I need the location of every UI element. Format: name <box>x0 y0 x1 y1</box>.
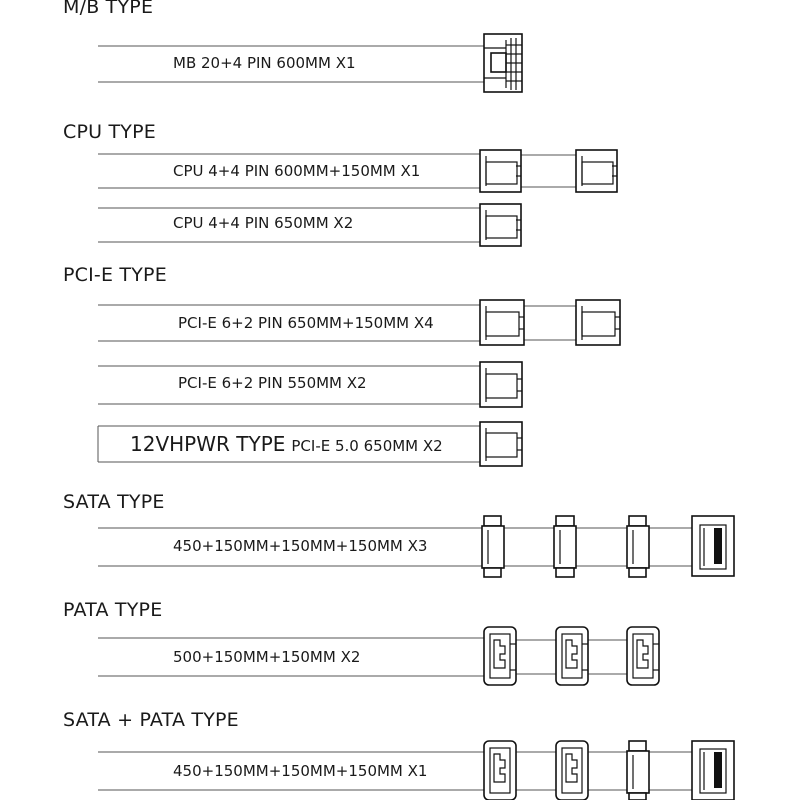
sata-connector-icon <box>627 516 649 577</box>
inline-type-label: 12VHPWR TYPE <box>130 432 286 456</box>
cable-label-12vhpwr <box>130 432 443 456</box>
sata-connector-icon <box>692 741 734 800</box>
pcie-8pin-connector-icon <box>576 300 620 345</box>
cable-label-cpu-2: CPU 4+4 PIN 650MM X2 <box>173 214 354 232</box>
inline-spec-label: PCI-E 5.0 650MM X2 <box>291 437 443 455</box>
cable-label-pcie-2: PCI-E 6+2 PIN 550MM X2 <box>178 374 367 392</box>
eps-8pin-connector-icon <box>576 150 617 192</box>
cable-label-sata-pata: 450+150MM+150MM+150MM X1 <box>173 762 428 780</box>
molex-connector-icon <box>556 741 588 800</box>
12vhpwr-connector-icon <box>480 422 522 466</box>
pcie-8pin-connector-icon <box>480 300 524 345</box>
section-title-pcie: PCI-E TYPE <box>63 264 167 286</box>
cable-label-cpu-1: CPU 4+4 PIN 600MM+150MM X1 <box>173 162 421 180</box>
section-title-mb: M/B TYPE <box>63 0 154 18</box>
sata-connector-icon <box>692 516 734 576</box>
eps-8pin-connector-icon <box>480 204 521 246</box>
molex-connector-icon <box>556 627 588 685</box>
section-title-pata: PATA TYPE <box>63 599 163 621</box>
sata-connector-icon <box>554 516 576 577</box>
sata-connector-icon <box>627 741 649 800</box>
sata-connector-icon <box>482 516 504 577</box>
molex-connector-icon <box>484 741 516 800</box>
cable-label-pata: 500+150MM+150MM X2 <box>173 648 361 666</box>
section-title-sata: SATA TYPE <box>63 491 165 513</box>
section-title-sata-pata: SATA + PATA TYPE <box>63 709 239 731</box>
cable-label-pcie-1: PCI-E 6+2 PIN 650MM+150MM X4 <box>178 314 434 332</box>
cable-label-sata: 450+150MM+150MM+150MM X3 <box>173 537 428 555</box>
pcie-8pin-connector-icon <box>480 362 522 407</box>
molex-connector-icon <box>484 627 516 685</box>
cable-label-mb: MB 20+4 PIN 600MM X1 <box>173 54 356 72</box>
eps-8pin-connector-icon <box>480 150 521 192</box>
atx-24pin-connector-icon <box>484 34 522 92</box>
section-title-cpu: CPU TYPE <box>63 121 156 143</box>
molex-connector-icon <box>627 627 659 685</box>
